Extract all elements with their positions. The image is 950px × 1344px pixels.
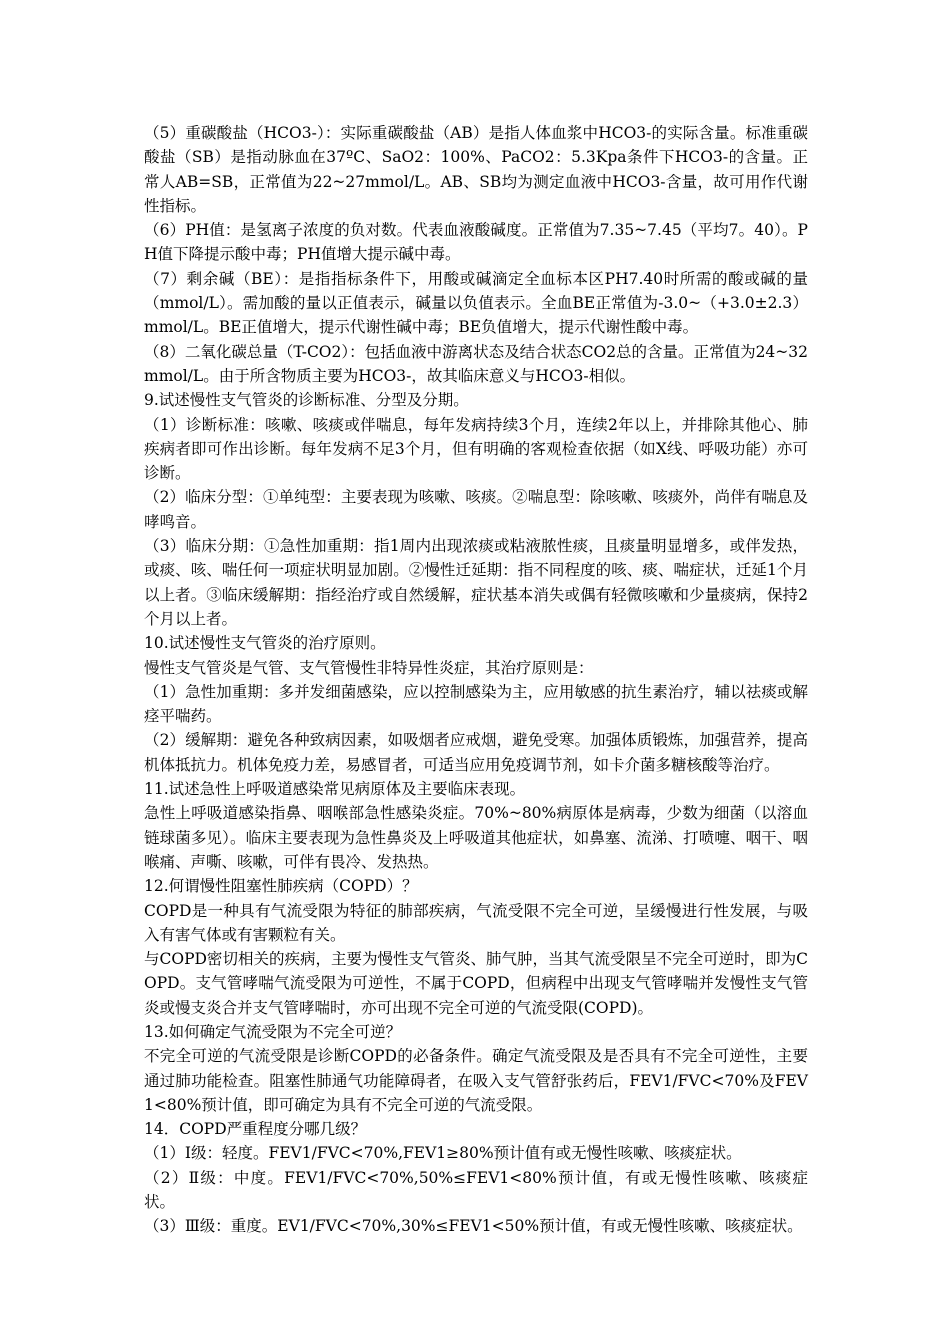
paragraph-ph: （6）PH值：是氢离子浓度的负对数。代表血液酸碱度。正常值为7.35~7.45（平均7。40）。PH值下降提示酸中毒；PH值增大提示碱中毒。 [144,221,808,264]
paragraph-clinical-types: （2）临床分型：①单纯型：主要表现为咳嗽、咳痰。②喘息型：除咳嗽、咳痰外，尚伴有喘息及哮鸣音。 [144,488,808,531]
question-11-heading: 11.试述急性上呼吸道感染常见病原体及主要临床表现。 [144,780,526,799]
paragraph-irreversible-limitation: 不完全可逆的气流受限是诊断COPD的必备条件。确定气流受限及是否具有不完全可逆性，主要通过肺功能检查。阻塞性肺通气功能障碍者，在吸入支气管舒张药后，FEV1/FVC<70%及FEV1<80%预计值，即可确定为具有不完全可逆的气流受限。 [144,1047,808,1114]
paragraph-grade-3: （3）Ⅲ级：重度。EV1/FVC<70%,30%≤FEV1<50%预计值，有或无慢性咳嗽、咳痰症状。 [144,1217,803,1236]
paragraph-be: （7）剩余碱（BE）：是指指标条件下，用酸或碱滴定全血标本区PH7.40时所需的酸或碱的量（mmol/L）。需加酸的量以正值表示，碱量以负值表示。全血BE正常值为-3.0~（+3.0±2.3）mmol/L。BE正值增大，提示代谢性碱中毒；BE负值增大，提示代谢性酸中毒。 [144,269,808,337]
paragraph-grade-1: （1）Ⅰ级：轻度。FEV1/FVC<70%,FEV1≥80%预计值有或无慢性咳嗽、咳痰症状。 [144,1144,742,1163]
question-10-heading: 10.试述慢性支气管炎的治疗原则。 [144,634,386,653]
paragraph-copd-definition: COPD是一种具有气流受限为特征的肺部疾病，气流受限不完全可逆，呈缓慢进行性发展，与吸入有害气体或有害颗粒有关。 [144,901,808,944]
paragraph-diagnosis-criteria: （1）诊断标准：咳嗽、咳痰或伴喘息，每年发病持续3个月，连续2年以上，并排除其他心、肺疾病者即可作出诊断。每年发病不足3个月，但有明确的客观检查依据（如X线、呼吸功能）亦可诊断。 [144,415,808,483]
paragraph-copd-related: 与COPD密切相关的疾病，主要为慢性支气管炎、肺气肿，当其气流受限呈不完全可逆时，即为COPD。支气管哮喘气流受限为可逆性，不属于COPD，但病程中出现支气管哮喘并发慢性支气管炎或慢支炎合并支气管哮喘时，亦可出现不完全可逆的气流受限(COPD)。 [144,950,808,1017]
document-page [144,121,808,1239]
paragraph-acute-phase: （1）急性加重期：多并发细菌感染，应以控制感染为主，应用敏感的抗生素治疗，辅以祛痰或解痉平喘药。 [144,682,808,726]
paragraph-hco3: （5）重碳酸盐（HCO3-）：实际重碳酸盐（AB）是指人体血浆中HCO3-的实际含量。标准重碳酸盐（SB）是指动脉血在37ºC、SaO2：100%、PaCO2：5.3Kpa条件下HCO3-的含量。正常人AB=SB，正常值为22~27mmol/L。AB、SB均为测定血液中HCO3-含量，故可用作代谢性指标。 [144,124,808,215]
paragraph-clinical-stages: （3）临床分期：①急性加重期：指1周内出现浓痰或粘液脓性痰，且痰量明显增多，或伴发热，或痰、咳、喘任何一项症状明显加剧。②慢性迁延期：指不同程度的咳、痰、喘症状，迁延1个月以上者。③临床缓解期：指经治疗或自然缓解，症状基本消失或偶有轻微咳嗽和少量痰病，保持2个月以上者。 [144,537,808,628]
question-9-heading: 9.试述慢性支气管炎的诊断标准、分型及分期。 [144,391,469,410]
question-14-heading: 14．COPD严重程度分哪几级？ [144,1120,367,1139]
paragraph-tco2: （8）二氧化碳总量（T-CO2）：包括血液中游离状态及结合状态CO2总的含量。正常值为24~32mmol/L。由于所含物质主要为HCO3-，故其临床意义与HCO3-相似。 [144,342,808,385]
paragraph-uri: 急性上呼吸道感染指鼻、咽喉部急性感染炎症。70%~80%病原体是病毒，少数为细菌（以溶血链球菌多见）。临床主要表现为急性鼻炎及上呼吸道其他症状，如鼻塞、流涕、打喷嚏、咽干、咽喉痛、声嘶、咳嗽，可伴有畏冷、发热热。 [144,804,808,871]
question-13-heading: 13.如何确定气流受限为不完全可逆？ [144,1022,402,1041]
paragraph-remission-phase: （2）缓解期：避免各种致病因素，如吸烟者应戒烟，避免受寒。加强体质锻炼，加强营养，提高机体抵抗力。机体免疫力差，易感冒者，可适当应用免疫调节剂，如卡介菌多糖核酸等治疗。 [144,731,808,774]
paragraph-treatment-intro: 慢性支气管炎是气管、支气管慢性非特异性炎症，其治疗原则是： [144,658,594,677]
paragraph-grade-2: （2）Ⅱ级：中度。FEV1/FVC<70%,50%≤FEV1<80%预计值，有或无慢性咳嗽、咳痰症状。 [144,1168,808,1212]
question-12-heading: 12.何谓慢性阻塞性肺疾病（COPD）？ [144,877,418,896]
